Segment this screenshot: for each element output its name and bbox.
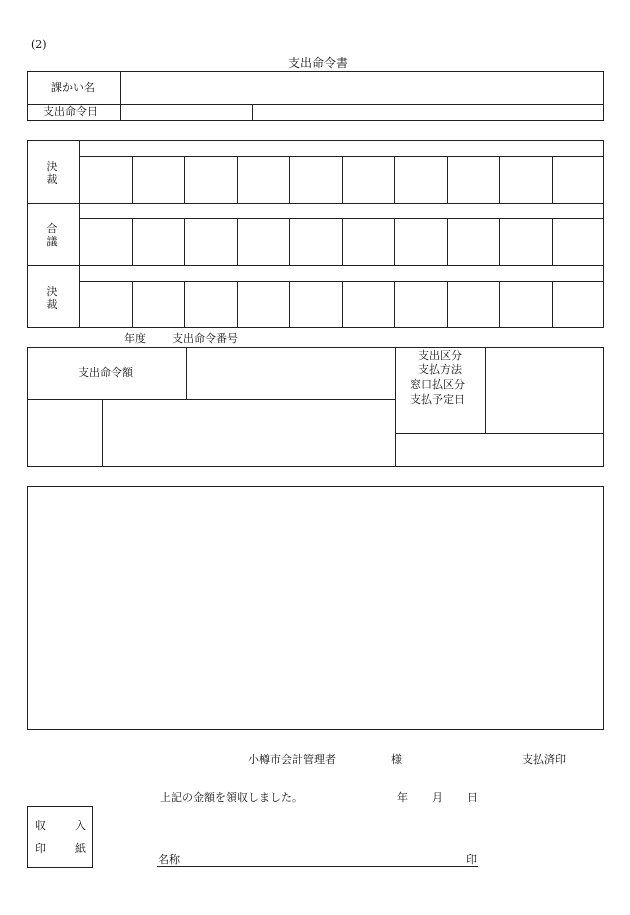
seal-cell-divider xyxy=(184,156,185,203)
seal-cell-divider xyxy=(447,156,448,203)
seal-cell-divider xyxy=(342,218,343,265)
consultation-row-label: 合議 xyxy=(46,222,58,248)
seal-cell-divider xyxy=(132,156,133,203)
seal-cell-divider xyxy=(289,281,290,328)
day-label: 日 xyxy=(467,791,478,804)
payment-category-label: 支出区分 xyxy=(418,349,462,362)
order-date-label: 支出命令日 xyxy=(43,105,98,118)
page-number: (2) xyxy=(31,38,47,51)
seal-cell-divider xyxy=(132,281,133,328)
revenue-stamp-box xyxy=(27,806,93,868)
remarks-box[interactable] xyxy=(27,486,604,730)
seal-cell-divider xyxy=(499,281,500,328)
seal-cell-divider xyxy=(184,218,185,265)
department-field[interactable] xyxy=(121,72,603,104)
seal-cell-divider xyxy=(237,156,238,203)
seal-cell-divider xyxy=(394,218,395,265)
order-amount-label: 支出命令額 xyxy=(78,366,133,379)
seal-cell-divider xyxy=(132,218,133,265)
seal-cell-divider xyxy=(184,281,185,328)
fiscal-year-label: 年度 xyxy=(124,332,146,345)
seal-cell-divider xyxy=(552,218,553,265)
counter-payment-label: 窓口払区分 xyxy=(410,378,465,391)
seal-cell-divider xyxy=(447,218,448,265)
seal-cell-divider xyxy=(499,218,500,265)
accountant-label: 小樽市会計管理者 xyxy=(248,753,336,766)
name-field[interactable] xyxy=(185,850,460,866)
seal-cell-divider xyxy=(237,281,238,328)
received-text: 上記の金額を領収しました。 xyxy=(160,791,303,804)
seal-cell-divider xyxy=(289,156,290,203)
approval-row-label: 決裁 xyxy=(46,160,58,186)
seal-cell-divider xyxy=(552,281,553,328)
year-label: 年 xyxy=(397,791,408,804)
honorific-label: 様 xyxy=(391,753,402,766)
stamp-text: 収 xyxy=(35,819,46,832)
approval-row-label: 決裁 xyxy=(46,285,58,311)
seal-cell-divider xyxy=(342,156,343,203)
name-label: 名称 xyxy=(158,853,180,866)
seal-cell-divider xyxy=(394,281,395,328)
payment-date-label: 支払予定日 xyxy=(410,393,465,406)
seal-cell-divider xyxy=(289,218,290,265)
seal-cell-divider xyxy=(237,218,238,265)
seal-label: 印 xyxy=(466,853,477,866)
name-underline xyxy=(157,866,478,867)
seal-cell-divider xyxy=(552,156,553,203)
order-date-field[interactable] xyxy=(121,105,252,120)
order-number-label: 支出命令番号 xyxy=(172,332,238,345)
paid-stamp-label: 支払済印 xyxy=(522,753,566,766)
stamp-text: 印 xyxy=(35,842,46,855)
stamp-text: 紙 xyxy=(75,842,86,855)
stamp-text: 入 xyxy=(75,819,86,832)
seal-cell-divider xyxy=(342,281,343,328)
payment-method-label: 支払方法 xyxy=(418,363,462,376)
seal-cell-divider xyxy=(447,281,448,328)
form-title: 支出命令書 xyxy=(288,56,349,70)
month-label: 月 xyxy=(432,791,443,804)
order-amount-field[interactable] xyxy=(187,348,394,399)
seal-cell-divider xyxy=(499,156,500,203)
department-label: 課かい名 xyxy=(51,81,95,94)
seal-cell-divider xyxy=(394,156,395,203)
